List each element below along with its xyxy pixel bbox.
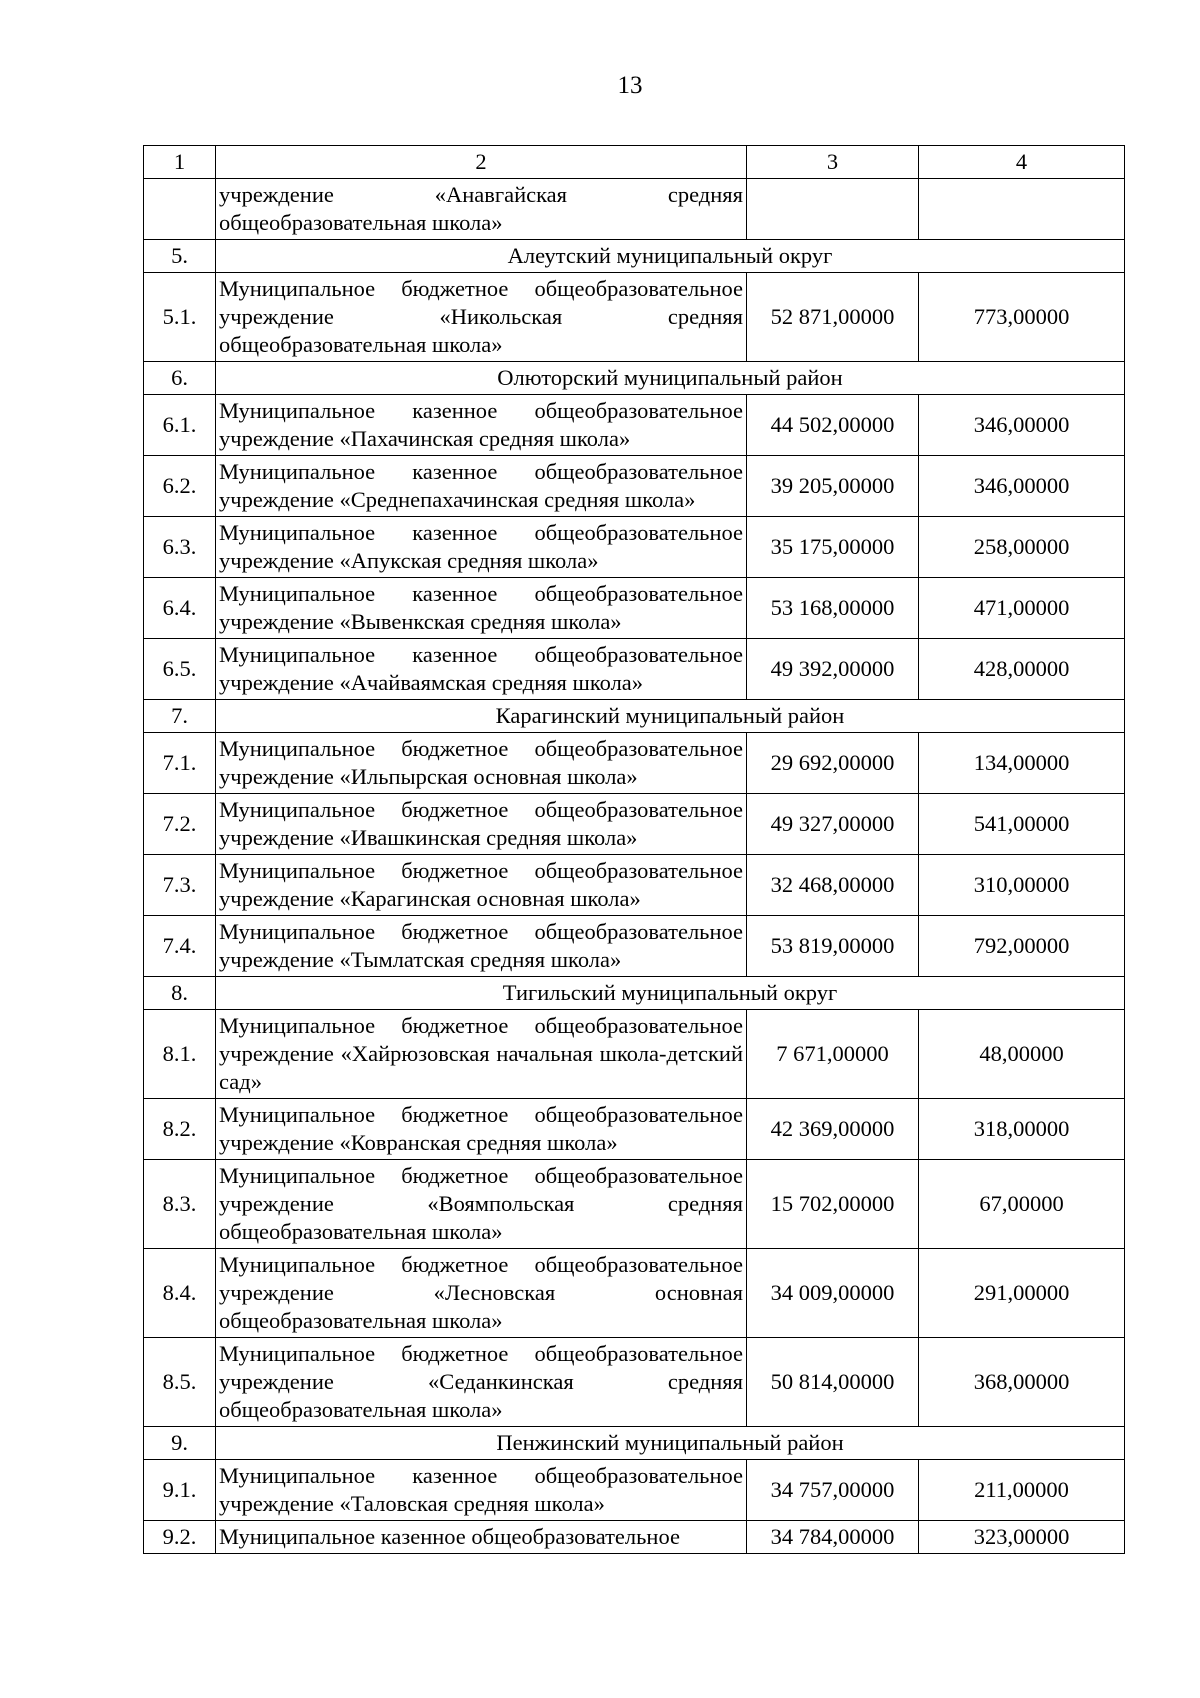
amount-col4: 48,00000 bbox=[919, 1010, 1125, 1099]
amount-col4: 346,00000 bbox=[919, 456, 1125, 517]
amount-col3: 29 692,00000 bbox=[747, 733, 919, 794]
amount-col4: 318,00000 bbox=[919, 1099, 1125, 1160]
row-number: 9.2. bbox=[144, 1521, 216, 1554]
amount-col3: 49 392,00000 bbox=[747, 639, 919, 700]
amount-col3: 42 369,00000 bbox=[747, 1099, 919, 1160]
institution-name: Муниципальное бюджетное общеобразовательное учреждение «Седанкинская средняя общеобразовательная школа» bbox=[216, 1338, 747, 1427]
column-header: 4 bbox=[919, 146, 1125, 179]
amount-col4: 428,00000 bbox=[919, 639, 1125, 700]
table-row bbox=[144, 1010, 1125, 1099]
amount-col4: 541,00000 bbox=[919, 794, 1125, 855]
row-number bbox=[144, 179, 216, 240]
section-number: 6. bbox=[144, 362, 216, 395]
table-row bbox=[144, 855, 1125, 916]
row-number: 7.4. bbox=[144, 916, 216, 977]
table-row bbox=[144, 1099, 1125, 1160]
table-body bbox=[144, 146, 1125, 1554]
amount-col4: 368,00000 bbox=[919, 1338, 1125, 1427]
row-number: 5.1. bbox=[144, 273, 216, 362]
row-number: 6.3. bbox=[144, 517, 216, 578]
section-number: 5. bbox=[144, 240, 216, 273]
institution-name: Муниципальное казенное общеобразовательное учреждение «Ачайваямская средняя школа» bbox=[216, 639, 747, 700]
row-number: 8.2. bbox=[144, 1099, 216, 1160]
institution-name: Муниципальное казенное общеобразовательное bbox=[216, 1521, 747, 1554]
amount-col3: 34 009,00000 bbox=[747, 1249, 919, 1338]
section-row bbox=[144, 1427, 1125, 1460]
institution-name: Муниципальное бюджетное общеобразовательное учреждение «Ковранская средняя школа» bbox=[216, 1099, 747, 1160]
row-number: 7.3. bbox=[144, 855, 216, 916]
amount-col4: 773,00000 bbox=[919, 273, 1125, 362]
amount-col3: 34 784,00000 bbox=[747, 1521, 919, 1554]
amount-col3: 53 819,00000 bbox=[747, 916, 919, 977]
header-row bbox=[144, 146, 1125, 179]
row-number: 6.4. bbox=[144, 578, 216, 639]
table-row bbox=[144, 578, 1125, 639]
table-row bbox=[144, 733, 1125, 794]
amount-col4: 346,00000 bbox=[919, 395, 1125, 456]
amount-col4: 310,00000 bbox=[919, 855, 1125, 916]
row-number: 6.5. bbox=[144, 639, 216, 700]
institution-name: Муниципальное казенное общеобразовательное учреждение «Таловская средняя школа» bbox=[216, 1460, 747, 1521]
amount-col3: 44 502,00000 bbox=[747, 395, 919, 456]
amount-col4: 323,00000 bbox=[919, 1521, 1125, 1554]
allocation-table bbox=[143, 145, 1125, 1554]
institution-name: Муниципальное бюджетное общеобразовательное учреждение «Воямпольская средняя общеобразовательная школа» bbox=[216, 1160, 747, 1249]
table-row bbox=[144, 1249, 1125, 1338]
column-header: 1 bbox=[144, 146, 216, 179]
institution-name: Муниципальное бюджетное общеобразовательное учреждение «Хайрюзовская начальная школа-детский сад» bbox=[216, 1010, 747, 1099]
amount-col4: 291,00000 bbox=[919, 1249, 1125, 1338]
section-row bbox=[144, 362, 1125, 395]
institution-name: Муниципальное бюджетное общеобразовательное учреждение «Лесновская основная общеобразовательная школа» bbox=[216, 1249, 747, 1338]
section-row bbox=[144, 240, 1125, 273]
row-number: 8.1. bbox=[144, 1010, 216, 1099]
section-row bbox=[144, 700, 1125, 733]
section-title: Пенжинский муниципальный район bbox=[216, 1427, 1125, 1460]
section-title: Олюторский муниципальный район bbox=[216, 362, 1125, 395]
amount-col4: 471,00000 bbox=[919, 578, 1125, 639]
institution-name: Муниципальное бюджетное общеобразовательное учреждение «Ивашкинская средняя школа» bbox=[216, 794, 747, 855]
row-number: 6.1. bbox=[144, 395, 216, 456]
amount-col3: 34 757,00000 bbox=[747, 1460, 919, 1521]
amount-col4: 211,00000 bbox=[919, 1460, 1125, 1521]
institution-name: Муниципальное бюджетное общеобразовательное учреждение «Карагинская основная школа» bbox=[216, 855, 747, 916]
table-row bbox=[144, 179, 1125, 240]
section-title: Тигильский муниципальный округ bbox=[216, 977, 1125, 1010]
table-row bbox=[144, 1160, 1125, 1249]
institution-name: Муниципальное казенное общеобразовательное учреждение «Вывенкская средняя школа» bbox=[216, 578, 747, 639]
amount-col3: 7 671,00000 bbox=[747, 1010, 919, 1099]
column-header: 3 bbox=[747, 146, 919, 179]
section-number: 7. bbox=[144, 700, 216, 733]
institution-name: Муниципальное бюджетное общеобразовательное учреждение «Никольская средняя общеобразовательная школа» bbox=[216, 273, 747, 362]
amount-col3 bbox=[747, 179, 919, 240]
institution-name: Муниципальное казенное общеобразовательное учреждение «Апукская средняя школа» bbox=[216, 517, 747, 578]
section-title: Алеутский муниципальный округ bbox=[216, 240, 1125, 273]
amount-col4: 258,00000 bbox=[919, 517, 1125, 578]
section-title: Карагинский муниципальный район bbox=[216, 700, 1125, 733]
table-row bbox=[144, 1521, 1125, 1554]
table-row bbox=[144, 517, 1125, 578]
table-row bbox=[144, 1460, 1125, 1521]
table-row bbox=[144, 794, 1125, 855]
row-number: 8.3. bbox=[144, 1160, 216, 1249]
table-row bbox=[144, 456, 1125, 517]
row-number: 8.5. bbox=[144, 1338, 216, 1427]
amount-col3: 39 205,00000 bbox=[747, 456, 919, 517]
section-row bbox=[144, 977, 1125, 1010]
institution-name: Муниципальное бюджетное общеобразовательное учреждение «Тымлатская средняя школа» bbox=[216, 916, 747, 977]
amount-col4: 792,00000 bbox=[919, 916, 1125, 977]
amount-col3: 15 702,00000 bbox=[747, 1160, 919, 1249]
table-row bbox=[144, 273, 1125, 362]
row-number: 9.1. bbox=[144, 1460, 216, 1521]
institution-name: учреждение «Анавгайская средняя общеобразовательная школа» bbox=[216, 179, 747, 240]
amount-col4 bbox=[919, 179, 1125, 240]
institution-name: Муниципальное бюджетное общеобразовательное учреждение «Ильпырская основная школа» bbox=[216, 733, 747, 794]
section-number: 9. bbox=[144, 1427, 216, 1460]
amount-col4: 134,00000 bbox=[919, 733, 1125, 794]
table-row bbox=[144, 1338, 1125, 1427]
row-number: 8.4. bbox=[144, 1249, 216, 1338]
amount-col3: 52 871,00000 bbox=[747, 273, 919, 362]
table-row bbox=[144, 639, 1125, 700]
column-header: 2 bbox=[216, 146, 747, 179]
amount-col3: 53 168,00000 bbox=[747, 578, 919, 639]
institution-name: Муниципальное казенное общеобразовательное учреждение «Пахачинская средняя школа» bbox=[216, 395, 747, 456]
row-number: 7.2. bbox=[144, 794, 216, 855]
amount-col3: 35 175,00000 bbox=[747, 517, 919, 578]
row-number: 6.2. bbox=[144, 456, 216, 517]
row-number: 7.1. bbox=[144, 733, 216, 794]
amount-col3: 49 327,00000 bbox=[747, 794, 919, 855]
table-row bbox=[144, 395, 1125, 456]
page-number: 13 bbox=[617, 72, 643, 99]
amount-col3: 50 814,00000 bbox=[747, 1338, 919, 1427]
section-number: 8. bbox=[144, 977, 216, 1010]
table-row bbox=[144, 916, 1125, 977]
institution-name: Муниципальное казенное общеобразовательное учреждение «Среднепахачинская средняя школа» bbox=[216, 456, 747, 517]
amount-col4: 67,00000 bbox=[919, 1160, 1125, 1249]
amount-col3: 32 468,00000 bbox=[747, 855, 919, 916]
